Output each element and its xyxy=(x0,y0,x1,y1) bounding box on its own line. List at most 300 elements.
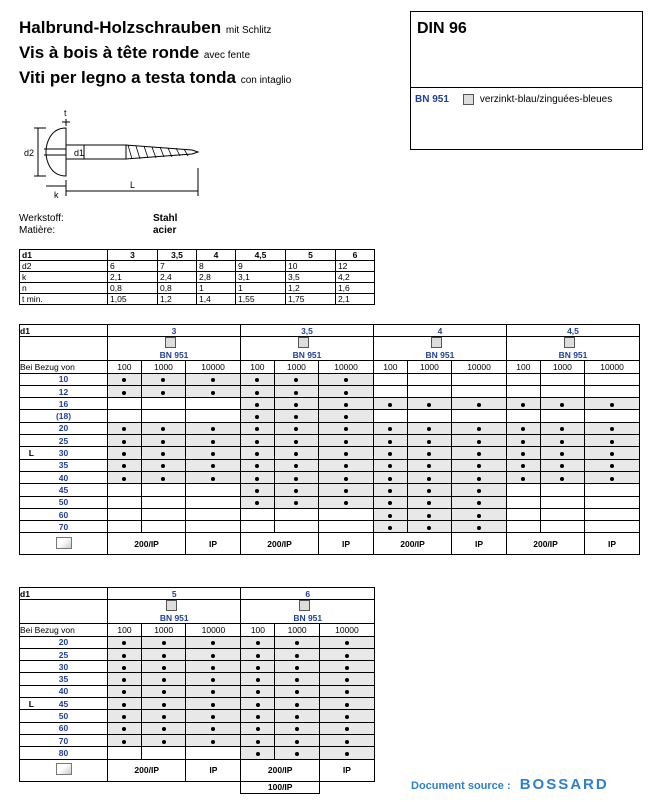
availability-cell xyxy=(319,508,374,520)
length-value: 60 xyxy=(58,723,69,734)
availability-cell xyxy=(274,484,318,496)
availability-cell xyxy=(141,447,185,459)
available-dot xyxy=(427,477,431,481)
qty-row xyxy=(20,361,640,373)
available-dot xyxy=(255,391,259,395)
material-block xyxy=(19,213,177,237)
availability-cell xyxy=(540,447,584,459)
available-dot xyxy=(610,403,614,407)
available-dot xyxy=(294,440,298,444)
availability-cell xyxy=(407,471,451,483)
availability-cell xyxy=(506,471,540,483)
dims-header-cell: 3,5 xyxy=(157,250,196,261)
dims-cell: 6 xyxy=(108,261,158,272)
empty-cell xyxy=(108,781,142,793)
availability-cell xyxy=(452,373,507,385)
length-label xyxy=(20,508,108,520)
available-dot xyxy=(344,452,348,456)
qty-row xyxy=(20,624,375,636)
availability-cell xyxy=(186,410,241,422)
finish-checkbox[interactable] xyxy=(299,600,310,611)
availability-cell xyxy=(240,496,274,508)
availability-cell xyxy=(108,698,142,710)
availability-cell xyxy=(373,484,407,496)
dims-header-cell: 4,5 xyxy=(236,250,286,261)
dims-row xyxy=(20,261,375,272)
bn-finish-row xyxy=(411,88,642,111)
availability-cell xyxy=(506,508,540,520)
availability-cell xyxy=(373,373,407,385)
availability-cell xyxy=(506,496,540,508)
length-row xyxy=(20,385,640,397)
available-dot xyxy=(521,464,525,468)
available-dot xyxy=(427,403,431,407)
availability-cell xyxy=(186,636,241,648)
length-row xyxy=(20,447,640,459)
availability-cell xyxy=(319,484,374,496)
bezug-label: Bei Bezug von xyxy=(20,361,108,373)
pack-cell: IP xyxy=(186,759,241,781)
finish-checkbox[interactable] xyxy=(564,337,575,348)
dims-cell: k xyxy=(20,272,108,283)
availability-cell xyxy=(141,471,185,483)
availability-cell xyxy=(141,459,185,471)
availability-cell xyxy=(407,484,451,496)
available-dot xyxy=(122,391,126,395)
size-row xyxy=(20,325,640,337)
available-dot xyxy=(477,427,481,431)
available-dot xyxy=(211,464,215,468)
length-row xyxy=(20,685,375,697)
available-dot xyxy=(256,666,260,670)
availability-cell xyxy=(186,710,241,722)
available-dot xyxy=(161,477,165,481)
available-dot xyxy=(255,477,259,481)
availability-cell xyxy=(585,471,640,483)
available-dot xyxy=(427,440,431,444)
dims-header-cell: 6 xyxy=(335,250,374,261)
dims-cell: 7 xyxy=(157,261,196,272)
availability-cell xyxy=(141,508,185,520)
available-dot xyxy=(255,489,259,493)
availability-cell xyxy=(540,373,584,385)
dims-row xyxy=(20,294,375,305)
availability-cell xyxy=(108,447,142,459)
bn-code: BN 951 xyxy=(159,613,189,624)
available-dot xyxy=(211,690,215,694)
pack-row xyxy=(20,759,375,781)
label-d1: d1 xyxy=(74,148,85,158)
available-dot xyxy=(521,477,525,481)
availability-cell xyxy=(274,447,318,459)
availability-cell xyxy=(108,722,142,734)
availability-cell xyxy=(319,496,374,508)
availability-cell xyxy=(274,508,318,520)
available-dot xyxy=(388,440,392,444)
availability-cell xyxy=(274,373,318,385)
length-label xyxy=(20,422,108,434)
available-dot xyxy=(255,427,259,431)
availability-cell xyxy=(540,398,584,410)
finish-checkbox[interactable] xyxy=(166,600,177,611)
dims-cell: 1 xyxy=(236,283,286,294)
available-dot xyxy=(256,641,260,645)
available-dot xyxy=(477,403,481,407)
available-dot xyxy=(162,641,166,645)
L-axis-label: L xyxy=(28,448,34,459)
available-dot xyxy=(388,403,392,407)
availability-cell xyxy=(240,385,274,397)
availability-cell xyxy=(585,459,640,471)
dims-cell: 2,1 xyxy=(335,294,374,305)
availability-cell xyxy=(585,398,640,410)
empty-cell xyxy=(20,600,108,624)
available-dot xyxy=(294,489,298,493)
available-dot xyxy=(388,526,392,530)
qty-cell: 1000 xyxy=(141,624,186,636)
available-dot xyxy=(162,703,166,707)
availability-cell xyxy=(274,496,318,508)
length-row xyxy=(20,648,375,660)
availability-table-1 xyxy=(19,324,640,555)
available-dot xyxy=(211,715,215,719)
available-dot xyxy=(256,715,260,719)
available-dot xyxy=(162,690,166,694)
available-dot xyxy=(345,654,349,658)
availability-cell xyxy=(506,447,540,459)
length-row xyxy=(20,410,640,422)
dims-cell: 3,1 xyxy=(236,272,286,283)
L-axis-label: L xyxy=(28,698,34,709)
availability-cell xyxy=(241,661,275,673)
available-dot xyxy=(477,440,481,444)
dims-cell: 2,8 xyxy=(196,272,235,283)
length-label xyxy=(20,496,108,508)
material-row-de: Werkstoff: Stahl xyxy=(19,213,178,224)
dims-row xyxy=(20,283,375,294)
available-dot xyxy=(560,452,564,456)
length-label xyxy=(20,459,108,471)
availability-cell xyxy=(407,373,451,385)
availability-cell xyxy=(186,734,241,746)
available-dot xyxy=(560,427,564,431)
availability-cell xyxy=(275,734,320,746)
length-row xyxy=(20,471,640,483)
available-dot xyxy=(345,727,349,731)
bn-code: BN 951 xyxy=(415,94,449,105)
availability-cell xyxy=(506,373,540,385)
availability-cell xyxy=(241,722,275,734)
pack-cell: IP xyxy=(186,533,241,555)
dims-cell: 1,4 xyxy=(196,294,235,305)
availability-cell xyxy=(186,398,241,410)
dims-cell: 8 xyxy=(196,261,235,272)
availability-cell xyxy=(319,747,374,759)
available-dot xyxy=(161,378,165,382)
dims-cell: 3,5 xyxy=(285,272,335,283)
availability-cell xyxy=(275,710,320,722)
available-dot xyxy=(161,452,165,456)
availability-cell xyxy=(319,710,374,722)
availability-cell xyxy=(141,698,186,710)
availability-cell xyxy=(141,636,186,648)
available-dot xyxy=(211,654,215,658)
availability-cell xyxy=(186,747,241,759)
availability-cell xyxy=(108,398,142,410)
available-dot xyxy=(255,464,259,468)
length-row xyxy=(20,734,375,746)
available-dot xyxy=(211,391,215,395)
empty-cell xyxy=(20,781,108,793)
available-dot xyxy=(122,740,126,744)
availability-cell xyxy=(186,673,241,685)
availability-cell xyxy=(240,521,274,533)
availability-cell xyxy=(186,385,241,397)
availability-cell xyxy=(319,698,374,710)
available-dot xyxy=(344,391,348,395)
availability-cell xyxy=(240,410,274,422)
length-value: 30 xyxy=(58,661,69,672)
availability-cell xyxy=(506,422,540,434)
available-dot xyxy=(610,452,614,456)
finish-checkbox[interactable] xyxy=(431,337,442,348)
available-dot xyxy=(255,440,259,444)
available-dot xyxy=(122,703,126,707)
length-row xyxy=(20,722,375,734)
availability-cell xyxy=(319,722,374,734)
available-dot xyxy=(295,666,299,670)
availability-cell xyxy=(452,459,507,471)
available-dot xyxy=(427,489,431,493)
pack-cell: 200/IP xyxy=(108,533,186,555)
availability-cell xyxy=(452,435,507,447)
finish-checkbox[interactable] xyxy=(165,337,176,348)
availability-cell xyxy=(373,410,407,422)
available-dot xyxy=(477,526,481,530)
available-dot xyxy=(122,654,126,658)
availability-cell xyxy=(240,435,274,447)
available-dot xyxy=(162,740,166,744)
screw-drawing xyxy=(20,108,220,205)
finish-checkbox[interactable] xyxy=(298,337,309,348)
label-L: L xyxy=(130,180,136,190)
availability-cell xyxy=(373,459,407,471)
dims-header-cell: 5 xyxy=(285,250,335,261)
availability-cell xyxy=(319,648,374,660)
available-dot xyxy=(122,427,126,431)
length-value: 40 xyxy=(58,686,69,697)
pack-icon-cell xyxy=(20,533,108,555)
available-dot xyxy=(295,740,299,744)
pack-extra-row xyxy=(20,781,375,793)
availability-cell xyxy=(275,698,320,710)
availability-cell xyxy=(186,459,241,471)
dims-header-cell: d1 xyxy=(20,250,108,261)
availability-cell xyxy=(186,508,241,520)
available-dot xyxy=(122,477,126,481)
availability-cell xyxy=(274,410,318,422)
available-dot xyxy=(477,514,481,518)
availability-cell xyxy=(506,459,540,471)
length-label xyxy=(20,484,108,496)
bn-code: BN 951 xyxy=(425,350,455,361)
available-dot xyxy=(560,477,564,481)
availability-cell xyxy=(141,521,185,533)
size-cell: 3,5 xyxy=(240,325,373,337)
availability-cell xyxy=(275,648,320,660)
length-label xyxy=(20,385,108,397)
available-dot xyxy=(122,452,126,456)
title-it: Viti per legno a testa tonda con intaglio xyxy=(19,68,292,87)
pack-cell: 200/IP xyxy=(373,533,451,555)
bossard-logo: BOSSARD xyxy=(519,776,609,793)
label-t: t xyxy=(64,108,67,118)
available-dot xyxy=(388,427,392,431)
availability-cell xyxy=(241,710,275,722)
length-row xyxy=(20,508,640,520)
availability-cell xyxy=(407,398,451,410)
availability-cell xyxy=(506,435,540,447)
availability-cell xyxy=(141,722,186,734)
bn-cell xyxy=(241,600,375,624)
available-dot xyxy=(161,464,165,468)
availability-cell xyxy=(274,459,318,471)
availability-cell xyxy=(407,521,451,533)
bn-row xyxy=(20,337,640,361)
length-row xyxy=(20,459,640,471)
availability-cell xyxy=(108,459,142,471)
dims-header-cell: 4 xyxy=(196,250,235,261)
length-label xyxy=(20,685,108,697)
dims-cell: d2 xyxy=(20,261,108,272)
size-cell: 5 xyxy=(108,588,241,600)
pack-row xyxy=(20,533,640,555)
qty-cell: 10000 xyxy=(186,624,241,636)
bn-cell xyxy=(373,337,506,361)
length-value: 50 xyxy=(58,497,69,508)
available-dot xyxy=(388,514,392,518)
dims-cell: 1 xyxy=(196,283,235,294)
pack-cell: 200/IP xyxy=(241,759,319,781)
availability-cell xyxy=(141,496,185,508)
availability-cell xyxy=(274,521,318,533)
qty-cell: 10000 xyxy=(319,361,374,373)
size-cell: 4 xyxy=(373,325,506,337)
available-dot xyxy=(295,752,299,756)
availability-cell xyxy=(540,435,584,447)
availability-cell xyxy=(373,447,407,459)
availability-cell xyxy=(274,435,318,447)
availability-cell xyxy=(108,410,142,422)
length-row xyxy=(20,435,640,447)
availability-cell xyxy=(506,521,540,533)
available-dot xyxy=(295,678,299,682)
pack-icon-cell xyxy=(20,759,108,781)
available-dot xyxy=(294,452,298,456)
available-dot xyxy=(211,427,215,431)
available-dot xyxy=(161,440,165,444)
availability-cell xyxy=(274,422,318,434)
available-dot xyxy=(255,378,259,382)
availability-cell xyxy=(241,636,275,648)
bn-cell xyxy=(240,337,373,361)
availability-table-2 xyxy=(19,587,375,794)
length-row xyxy=(20,636,375,648)
availability-cell xyxy=(540,471,584,483)
bn-code: BN 951 xyxy=(159,350,189,361)
availability-cell xyxy=(141,673,186,685)
availability-cell xyxy=(373,398,407,410)
availability-cell xyxy=(407,422,451,434)
availability-cell xyxy=(108,636,142,648)
length-value: (18) xyxy=(55,411,72,422)
available-dot xyxy=(344,427,348,431)
available-dot xyxy=(211,740,215,744)
available-dot xyxy=(256,690,260,694)
available-dot xyxy=(427,514,431,518)
availability-cell xyxy=(240,422,274,434)
qty-cell: 1000 xyxy=(141,361,185,373)
d1-label: d1 xyxy=(20,588,108,600)
available-dot xyxy=(344,489,348,493)
available-dot xyxy=(344,464,348,468)
availability-cell xyxy=(241,685,275,697)
available-dot xyxy=(560,464,564,468)
availability-cell xyxy=(373,471,407,483)
pack-cell: 200/IP xyxy=(108,759,186,781)
length-value: 12 xyxy=(58,386,69,397)
length-label xyxy=(20,710,108,722)
length-row xyxy=(20,521,640,533)
availability-cell xyxy=(452,471,507,483)
length-value: 10 xyxy=(58,374,69,385)
finish-checkbox[interactable] xyxy=(463,94,474,105)
availability-cell xyxy=(141,710,186,722)
available-dot xyxy=(295,654,299,658)
pack-cell: IP xyxy=(319,759,374,781)
available-dot xyxy=(388,477,392,481)
available-dot xyxy=(521,427,525,431)
available-dot xyxy=(161,427,165,431)
availability-cell xyxy=(141,685,186,697)
length-label xyxy=(20,521,108,533)
length-label xyxy=(20,373,108,385)
available-dot xyxy=(294,464,298,468)
available-dot xyxy=(211,641,215,645)
label-d2: d2 xyxy=(24,148,35,158)
available-dot xyxy=(256,703,260,707)
availability-cell xyxy=(585,385,640,397)
length-label xyxy=(20,698,108,710)
available-dot xyxy=(122,666,126,670)
available-dot xyxy=(560,440,564,444)
qty-cell: 1000 xyxy=(540,361,584,373)
dimensions-table xyxy=(19,249,375,305)
pack-cell: IP xyxy=(319,533,374,555)
length-row xyxy=(20,661,375,673)
available-dot xyxy=(211,703,215,707)
din-standard-box xyxy=(410,11,643,150)
availability-cell xyxy=(373,496,407,508)
availability-cell xyxy=(373,508,407,520)
available-dot xyxy=(295,703,299,707)
availability-cell xyxy=(452,496,507,508)
availability-cell xyxy=(240,471,274,483)
available-dot xyxy=(211,440,215,444)
length-row xyxy=(20,373,640,385)
qty-cell: 100 xyxy=(241,624,275,636)
length-label xyxy=(20,636,108,648)
